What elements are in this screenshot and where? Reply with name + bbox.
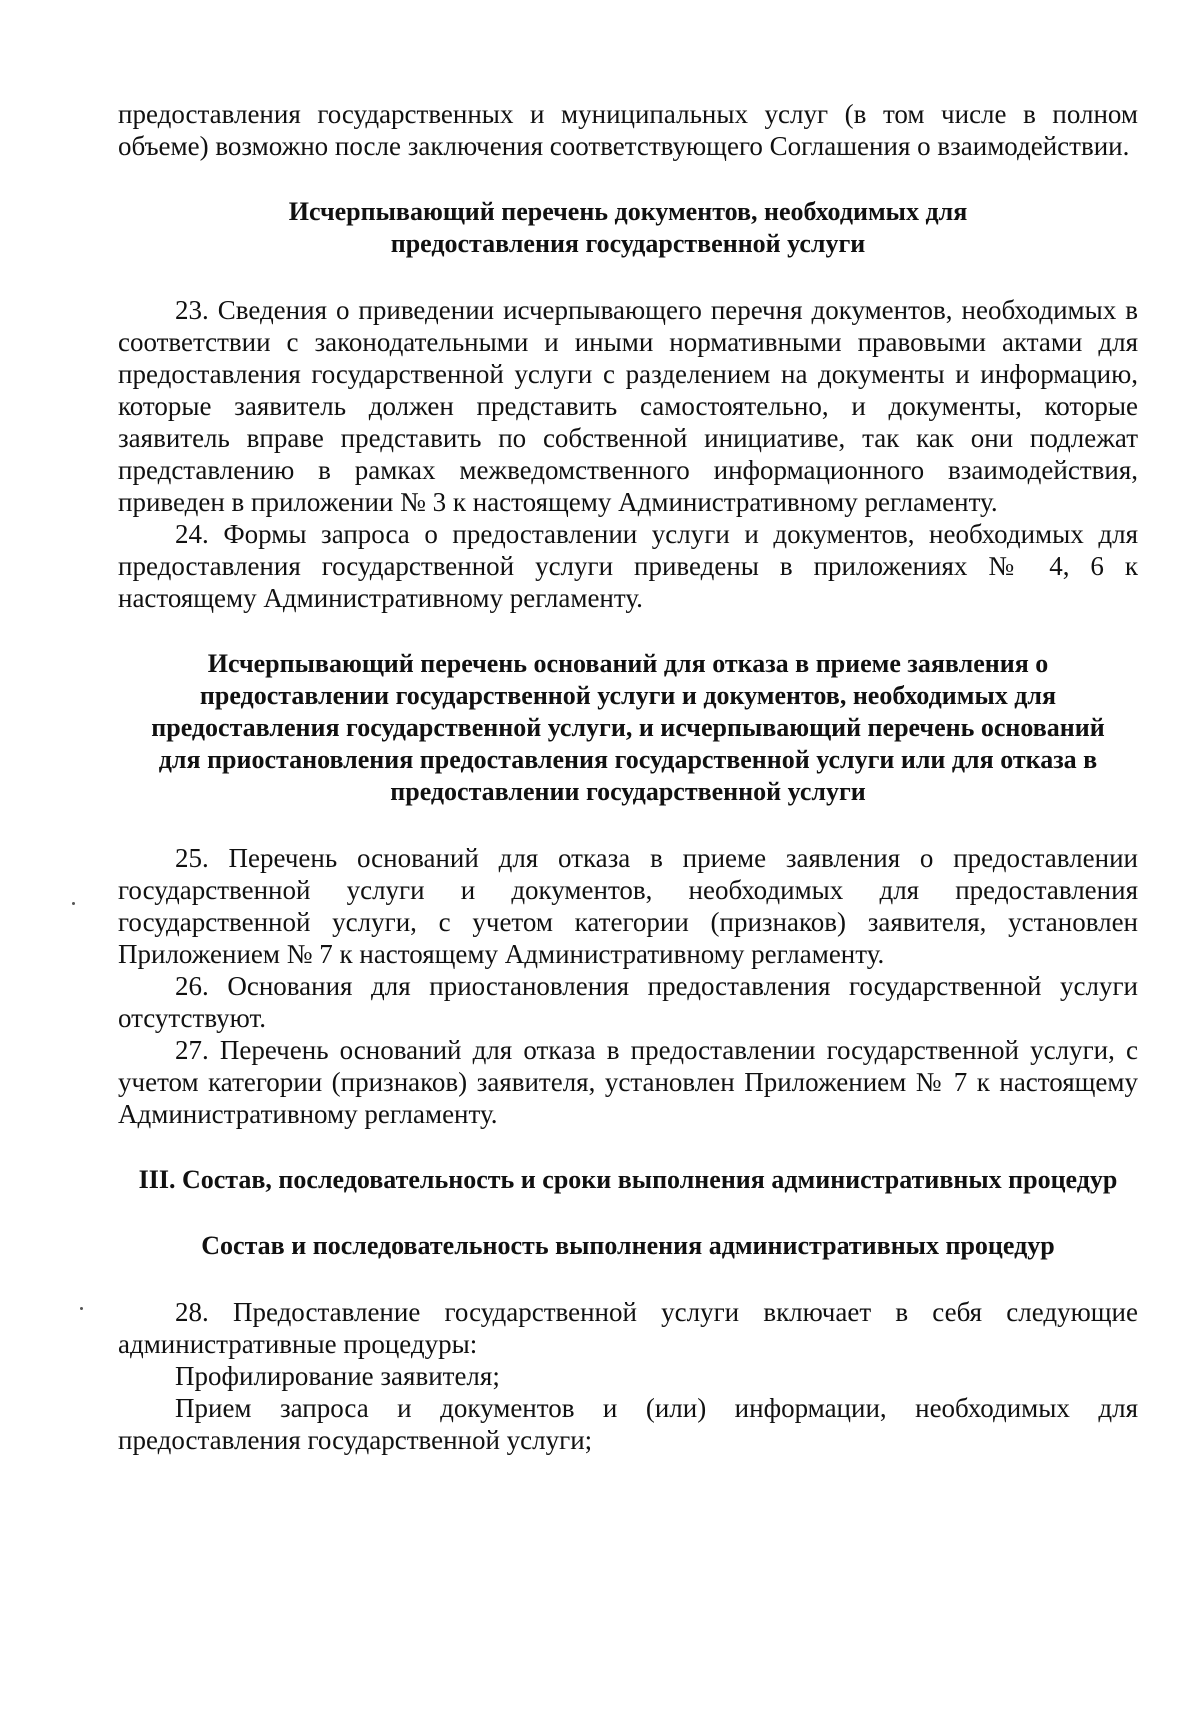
procedure-item-profiling: Профилирование заявителя; bbox=[175, 1361, 500, 1391]
heading-refusal-grounds: Исчерпывающий перечень оснований для отказа в приеме заявления о предоставлении государственной услуги и документов, необходимых для предоставления государственной услуги, и исчерпывающий перечень оснований для приостановления предоставления государственной услуги или для отказа в предоставлении государственной услуги bbox=[151, 649, 1105, 806]
paragraph-23: 23. Сведения о приведении исчерпывающего перечня документов, необходимых в соответствии с законодательными и иными нормативными правовыми актами для предоставления государственной услуги с разделением на документы и информацию, которые заявитель должен представить самостоятельно, и документы, которые заявитель вправе представить по собственной инициативе, так как они подлежат представлению в рамках межведомственного информационного взаимодействия, приведен в приложении № 3 к настоящему Административному регламенту. bbox=[118, 295, 1138, 517]
paragraph-27: 27. Перечень оснований для отказа в предоставлении государственной услуги, с учетом категории (признаков) заявителя, установлен Приложением № 7 к настоящему Административному регламенту. bbox=[118, 1035, 1138, 1129]
paragraph-24: 24. Формы запроса о предоставлении услуги и документов, необходимых для предоставления государственной услуги приведены в приложениях № 4, 6 к настоящему Административному регламенту. bbox=[118, 519, 1138, 613]
heading-documents-list: Исчерпывающий перечень документов, необходимых для предоставления государственной услуги bbox=[288, 197, 968, 258]
paragraph-28: 28. Предоставление государственной услуги включает в себя следующие административные процедуры: bbox=[118, 1297, 1138, 1359]
scan-speck bbox=[72, 902, 75, 905]
scan-speck bbox=[80, 1307, 83, 1310]
intro-paragraph: предоставления государственных и муниципальных услуг (в том числе в полном объеме) возможно после заключения соответствующего Соглашения о взаимодействии. bbox=[118, 99, 1138, 161]
paragraph-25: 25. Перечень оснований для отказа в приеме заявления о предоставлении государственной услуги и документов, необходимых для предоставления государственной услуги, с учетом категории (признаков) заявителя, установлен Приложением № 7 к настоящему Административному регламенту. bbox=[118, 843, 1138, 969]
document-body bbox=[118, 98, 1138, 1456]
section-iii-title: III. Состав, последовательность и сроки выполнения административных процедур bbox=[138, 1165, 1118, 1194]
procedure-item-reception: Прием запроса и документов и (или) информации, необходимых для предоставления государственной услуги; bbox=[118, 1393, 1138, 1455]
heading-procedures-sequence: Состав и последовательность выполнения административных процедур bbox=[201, 1231, 1055, 1260]
paragraph-26: 26. Основания для приостановления предоставления государственной услуги отсутствуют. bbox=[118, 971, 1138, 1033]
